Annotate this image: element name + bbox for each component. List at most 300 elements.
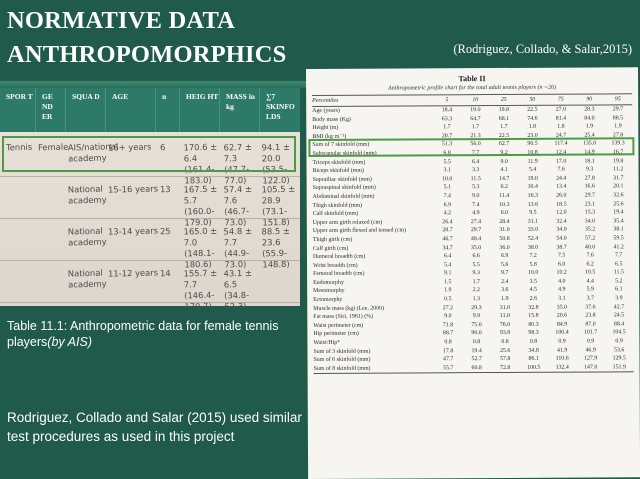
table-cell: 32.8 — [528, 304, 539, 311]
table-cell: 37.6 — [585, 304, 596, 311]
citation: (Rodriguez, Collado, & Salar,2015) — [453, 42, 632, 56]
table-cell: 6.9 — [443, 201, 452, 208]
table-cell: 64.7 — [470, 115, 481, 122]
table-cell: 35.4 — [613, 218, 624, 225]
cell-mass: 57.4 ± 7.6 (46.7-73.0) — [223, 183, 253, 228]
table-cell: 2.2 — [472, 287, 481, 294]
cell-skinfolds — [262, 268, 300, 269]
cell-squad: National academy — [67, 267, 107, 290]
row-label: Supraspinal skinfold (mm) — [312, 184, 376, 192]
table-cell: 52.7 — [471, 356, 482, 363]
table-cell: 24.7 — [555, 132, 567, 139]
table-cell: 27.2 — [442, 304, 454, 311]
table-cell: 7.6 — [557, 166, 565, 173]
header-skinfolds: ∑7 SKINFO LDS — [266, 92, 295, 121]
row-label: Upper arm girth flexed and tensed (cm) — [312, 227, 407, 235]
table-cell: 81.4 — [555, 115, 567, 122]
percentile-90: 90 — [575, 94, 604, 105]
cell-age: 11-12 years — [107, 267, 159, 279]
table-cell: 14.7 — [499, 175, 510, 182]
cell-age: 13-14 years — [107, 225, 159, 237]
table-cell: 5.2 — [615, 278, 623, 285]
table-cell: 1.9 — [501, 296, 509, 303]
row-label: Ectomorphy — [313, 296, 343, 304]
table-cell: 13.4 — [556, 183, 567, 191]
cell-sport — [6, 226, 38, 227]
table-cell: 0.8 — [444, 339, 452, 346]
table-cell: 21.3 — [470, 132, 481, 139]
cell-age: 15-16 years — [107, 183, 159, 195]
table-cell: 6.2 — [586, 261, 594, 268]
slide-title — [7, 4, 307, 72]
table-cell: 0.8 — [501, 338, 509, 346]
table-cell: 35.2 — [584, 226, 596, 233]
table-photo — [0, 88, 300, 312]
table-cell: 88.5 — [612, 114, 624, 121]
cell-sport: Tennis — [5, 141, 33, 153]
row-label: Muscle mass (kg) (Lee, 2000) — [313, 305, 385, 312]
row-label: Sum of 6 skinfold (mm) — [313, 356, 371, 364]
cell-mass: 62.7 ± 7.3 (47.7-77.0) — [223, 141, 253, 186]
row-label: Sum of 8 skinfold (mm) — [314, 364, 434, 374]
table-cell: 9.2 — [500, 149, 508, 156]
table-cell: 4.0 — [558, 278, 566, 285]
table-cell: 0.9 — [615, 338, 623, 345]
cell-gender — [38, 268, 68, 269]
table-cell: 29.7 — [612, 106, 624, 113]
table-cell: 10.0 — [528, 270, 539, 277]
table-cell: 27.0 — [555, 106, 567, 113]
table-cell: 7.2 — [529, 252, 537, 259]
table-cell: 88.4 — [613, 321, 625, 328]
table-cell: 1.9 — [585, 123, 594, 130]
table-cell: 71.8 — [442, 322, 454, 329]
table-cell: 90.5 — [527, 141, 538, 148]
row-label: Wrist breadth (cm) — [313, 262, 358, 269]
row-label: Femoral breadth (cm) — [313, 270, 365, 278]
caption-source: (by AIS) — [47, 335, 92, 349]
table-cell: 6.5 — [615, 261, 623, 268]
table-cell: 5.3 — [472, 184, 480, 191]
table-cell: 9.1 — [444, 270, 452, 277]
table-row — [0, 264, 300, 312]
table-cell: 15.8 — [528, 313, 539, 320]
table-cell: 4.4 — [586, 278, 594, 285]
table-cell: 9.0 — [472, 193, 480, 200]
percentile-50: 50 — [518, 94, 547, 105]
table-cell: 9.3 — [585, 166, 594, 173]
table-photo-header — [0, 88, 300, 132]
table-cell: 47.7 — [442, 356, 454, 363]
table-cell: 60.8 — [462, 364, 491, 373]
cell-age: 16+ years — [107, 141, 152, 153]
table-cell: 4.2 — [443, 210, 452, 217]
table-cell: 14.9 — [584, 149, 595, 156]
cell-mass: 43.1 ± 6.5 (34.8-52.3) — [223, 267, 253, 312]
table-cell: 10.4 — [527, 184, 538, 191]
row-label: Endomorphy — [313, 279, 344, 286]
table-cell: 1.7 — [472, 278, 480, 286]
table-cell: 26.0 — [556, 192, 567, 199]
highlight-box — [308, 137, 634, 157]
row-label: Mesomorphy — [313, 288, 345, 295]
table-cell: 5.5 — [472, 261, 480, 268]
row-label: BMI (kg·m⁻²) — [312, 133, 347, 140]
title-line-1: NORMATIVE DATA — [7, 7, 236, 34]
table-cell: 51.3 — [441, 141, 453, 148]
table-cell: 7.6 — [586, 252, 594, 259]
percentile-table — [312, 93, 633, 374]
table-cell: 62.7 — [498, 141, 510, 148]
row-label: Thigh skinfold (mm) — [312, 202, 363, 209]
table-cell: 25.4 — [584, 132, 595, 139]
table-cell: 27.4 — [470, 218, 482, 225]
table-cell: 6.9 — [500, 253, 509, 260]
table-cell: 13.6 — [527, 201, 539, 208]
cell-n: 14 — [159, 268, 171, 279]
table-cell: 18.5 — [556, 201, 567, 208]
table-cell: 80.3 — [528, 321, 539, 328]
comparison-note: Rodriguez, Collado and Salar (2015) used similar test procedures as used in this project — [7, 410, 302, 444]
table-cell: 1.3 — [472, 296, 481, 303]
table-cell: 0.8 — [529, 338, 538, 345]
table-cell: 24.5 — [613, 312, 625, 319]
table-cell: 19.4 — [613, 209, 624, 216]
table-cell: 5.5 — [443, 158, 451, 165]
table-cell: 11.2 — [613, 166, 624, 173]
table-cell: 3.1 — [443, 167, 451, 174]
table-cell: 6.6 — [472, 253, 480, 260]
table-cell: 4.9 — [472, 210, 480, 217]
percentile-25: 25 — [490, 94, 519, 105]
table-cell: 11.5 — [613, 269, 624, 276]
table-cell: 10.5 — [585, 269, 596, 276]
table-cell: 7.4 — [443, 193, 452, 200]
table-cell: 7.7 — [471, 150, 480, 157]
table-cell: 2.6 — [529, 295, 538, 302]
row-label: Sum of 7 skinfold (mm) — [312, 142, 370, 149]
table-cell: 11.4 — [499, 192, 510, 199]
table-cell: 9.0 — [444, 313, 452, 320]
table-cell: 41.2 — [613, 243, 624, 250]
table-cell: 23.1 — [584, 201, 596, 208]
table-cell: 4.5 — [529, 287, 538, 294]
table-cell: 7.7 — [614, 252, 623, 259]
table-cell: 19.0 — [527, 175, 538, 182]
table-cell: 100.5 — [519, 364, 548, 373]
table-cell: 19.0 — [470, 107, 481, 114]
percentile-75: 75 — [547, 94, 576, 105]
table-cell: 56.0 — [470, 141, 481, 148]
table-cell: 1.9 — [444, 287, 452, 294]
table-cell: 28.4 — [499, 218, 510, 225]
table-cell: 0.5 — [444, 296, 452, 303]
row-label: Fat mass (Siri, 1961) (%) — [313, 313, 374, 321]
table-cell: 6.2 — [500, 184, 508, 191]
table-cell: 29.7 — [584, 192, 595, 199]
table-cell: 28.3 — [584, 106, 595, 113]
table-cell: 31.1 — [527, 218, 539, 225]
table-cell: 72.8 — [491, 364, 520, 373]
table-cell: 10.3 — [499, 201, 510, 208]
row-label: Upper arm girth relaxed (cm) — [312, 219, 383, 226]
percentile-5: 5 — [433, 95, 462, 106]
cell-mass: 54.8 ± 7.7 (44.9-73.0) — [223, 225, 253, 270]
table-cell: 12.0 — [556, 209, 567, 216]
table-cell: 17.8 — [442, 347, 454, 354]
table-cell: 6.4 — [443, 253, 452, 260]
cell-skinfolds: 94.1 ± 20.0 (53.5-122.0) — [261, 141, 291, 186]
cell-height: 167.5 ± 5.7 (160.0-179.0) — [183, 183, 218, 228]
table-cell: 12.4 — [555, 149, 567, 156]
table-cell: 151.9 — [605, 363, 634, 372]
title-line-2: ANTHROPOMORPHICS — [7, 41, 287, 68]
header-height: HEIG HT — [180, 88, 220, 132]
table-cell: 27.8 — [584, 175, 595, 182]
table-cell: 11.9 — [527, 158, 538, 165]
table-cell: 34.7 — [442, 244, 453, 251]
cell-n: 6 — [159, 142, 166, 153]
percentile-table-photo — [306, 67, 640, 479]
table-cell: 1.8 — [528, 123, 537, 131]
table-cell: 6.1 — [615, 286, 623, 293]
table-cell: 35.0 — [556, 304, 568, 311]
table-cell: 5.1 — [443, 184, 451, 191]
cell-sport — [6, 268, 38, 269]
table-cell: 11.0 — [499, 313, 511, 320]
table-cell: 24.4 — [556, 175, 567, 182]
table-cell: 22.5 — [527, 106, 538, 113]
row-label: Sum of 3 skinfold (mm) — [313, 348, 371, 355]
table-cell: 1.7 — [471, 124, 480, 131]
table-cell: 34.0 — [584, 218, 596, 225]
table-cell: 20.6 — [556, 312, 568, 319]
table-cell: 84.0 — [584, 115, 595, 122]
table-cell: 9.7 — [501, 270, 509, 277]
table-cell: 57.2 — [584, 235, 596, 242]
cell-height: 170.6 ± 6.4 (161.4-183.0) — [183, 141, 218, 186]
table-cell: 0.9 — [586, 338, 595, 345]
table-cell: 35.0 — [470, 244, 482, 251]
table-row — [0, 180, 300, 228]
cell-squad: AIS/national academy — [67, 141, 119, 164]
table-cell: 75.0 — [471, 321, 482, 328]
table-cell: 29.3 — [471, 304, 482, 311]
table-cell: 10.8 — [527, 149, 538, 156]
table-cell: 38.7 — [556, 244, 567, 251]
table-cell: 6.4 — [471, 158, 480, 165]
table-cell: 135.0 — [582, 140, 597, 147]
table-cell: 31.0 — [499, 227, 510, 234]
row-label: Humeral breadth (cm) — [312, 253, 366, 261]
table-subtitle: Anthropometric profile chart for the total adult tennis players (n =26) — [388, 84, 557, 92]
percentile-10: 10 — [461, 95, 490, 106]
table-cell: 68.1 — [498, 115, 510, 122]
row-label: Calf girth (cm) — [312, 245, 349, 252]
table-cell: 3.7 — [586, 295, 595, 302]
table-cell: 147.0 — [576, 363, 605, 372]
table-cell: 31.7 — [613, 175, 624, 182]
table-cell: 46.7 — [442, 236, 453, 243]
table-cell: 3.3 — [471, 167, 480, 174]
table-cell: 7.4 — [472, 201, 480, 208]
cell-height: 155.7 ± 7.7 (146.4-170.7) — [183, 267, 218, 312]
cell-height: 165.0 ± 7.0 (148.1-180.6) — [183, 225, 218, 270]
row-label: Waist perimeter (cm) — [313, 322, 364, 329]
table-cell: 10.0 — [442, 175, 453, 183]
table-cell: 0.9 — [558, 338, 566, 345]
table-cell: 16.7 — [612, 149, 624, 156]
table-cell: 129.5 — [612, 355, 626, 362]
table-cell: 53.6 — [613, 346, 625, 354]
percentile-95: 95 — [604, 94, 633, 105]
cell-n: 25 — [159, 226, 171, 237]
table-cell: 76.0 — [499, 321, 511, 328]
table-cell: 36.0 — [499, 244, 510, 251]
row-label: Suprailiac skinfold (mm) — [312, 176, 372, 183]
header-squad: SQUA D — [66, 88, 106, 132]
table-cell: 25.6 — [499, 347, 511, 354]
table-cell: 5.8 — [529, 261, 537, 268]
table-cell: 46.9 — [585, 347, 596, 354]
table-cell: 42.7 — [613, 303, 625, 311]
row-label: Hip perimeter (cm) — [313, 331, 359, 338]
row-label: Calf skinfold (mm) — [312, 210, 359, 218]
table-cell: 9.5 — [529, 209, 537, 216]
table-cell: 40.0 — [584, 243, 596, 251]
table-row — [314, 363, 634, 374]
table-cell: 100.4 — [555, 330, 569, 337]
table-cell: 1.9 — [614, 123, 622, 130]
table-label: Table II — [458, 74, 486, 84]
table-cell: 63.3 — [441, 115, 453, 122]
table-cell: 19.4 — [471, 347, 482, 354]
table-cell: 57.8 — [499, 356, 511, 363]
table-cell: 84.9 — [556, 321, 568, 328]
table-cell: 1.7 — [500, 124, 508, 131]
row-label: Body mass (Kg) — [312, 116, 351, 123]
table-cell: 3.6 — [501, 287, 509, 294]
table-cell: 17.0 — [555, 158, 567, 165]
table-cell: 16.6 — [584, 183, 595, 190]
table-cell: 59.5 — [613, 235, 624, 242]
header-sport: SPOR T — [0, 88, 36, 132]
table-cell: 23.8 — [585, 312, 596, 319]
table-cell: 22.5 — [498, 132, 510, 139]
table-cell: 15.3 — [584, 209, 596, 216]
row-label: Height (m) — [312, 125, 339, 132]
row-label: Biceps skinfold (mm) — [312, 167, 364, 175]
table-cell: 90.0 — [471, 330, 482, 337]
cell-squad: National academy — [67, 183, 107, 206]
table-cell: 86.1 — [528, 356, 539, 363]
table-cell: 5.4 — [443, 261, 452, 268]
cell-gender — [38, 184, 68, 185]
header-gender: GE ND ER — [36, 88, 66, 132]
table-cell: 5.6 — [500, 261, 509, 268]
table-cell: 33.0 — [527, 227, 539, 234]
cell-squad: National academy — [67, 225, 107, 248]
table-cell: 34.8 — [528, 347, 539, 354]
table-cell: 29.7 — [470, 227, 482, 234]
table-cell: 18.4 — [441, 107, 453, 114]
table-cell: 4.9 — [558, 287, 566, 294]
table-cell: 110.6 — [555, 355, 569, 362]
table-cell: 28.7 — [442, 227, 453, 234]
table-cell: 9.3 — [472, 270, 480, 277]
table-cell: 26.4 — [442, 218, 453, 226]
table-cell: 32.6 — [613, 192, 624, 199]
table-cell: 98.3 — [528, 330, 539, 337]
table-cell: 6.0 — [500, 210, 509, 217]
table-cell: 7.5 — [557, 252, 566, 259]
table-cell: 139.3 — [611, 140, 625, 147]
table-cell: 9.9 — [472, 313, 481, 320]
table-cell: 3.9 — [615, 295, 623, 302]
table-cell: 25.6 — [613, 200, 624, 207]
header-age: AGE — [106, 88, 156, 132]
table-cell: 104.5 — [612, 329, 626, 336]
table-cell: 132.4 — [548, 363, 577, 372]
table-cell: 19.8 — [498, 106, 510, 113]
table-cell: 16.3 — [527, 192, 538, 199]
table-cell: 50.8 — [499, 235, 510, 242]
table-cell: 5.4 — [528, 166, 537, 173]
table-cell: 127.9 — [584, 355, 598, 362]
table-cell: 23.0 — [527, 132, 538, 139]
table-cell: 3.1 — [558, 295, 566, 302]
table-cell: 10.2 — [556, 269, 567, 276]
row-label: Waist/Hip* — [313, 339, 341, 346]
row-label: Abdominal skinfold (mm) — [312, 193, 375, 200]
table-cell: 2.4 — [501, 278, 509, 285]
table-cell: 6.0 — [557, 261, 566, 268]
table-caption — [7, 318, 292, 350]
table-cell: 0.8 — [472, 339, 481, 346]
header-n: n — [156, 88, 180, 132]
table-cell: 11.5 — [470, 175, 481, 182]
table-cell: 1.5 — [444, 279, 452, 286]
table-cell: 38.1 — [613, 226, 624, 233]
cell-sport — [6, 184, 38, 185]
cell-n: 13 — [159, 184, 171, 195]
cell-skinfolds: 105.5 ± 28.9 (73.1-151.8) — [261, 183, 296, 228]
table-cell: 5.9 — [586, 286, 595, 294]
table-cell: 52.4 — [527, 235, 539, 242]
row-label: Triceps skinfold (mm) — [312, 159, 366, 166]
table-cell: 9.0 — [500, 158, 508, 165]
table-cell: 31.0 — [499, 304, 511, 311]
table-cell: 1.8 — [557, 123, 565, 130]
percentile-header-label: Percentiles — [312, 95, 432, 107]
table-cell: 54.0 — [556, 235, 567, 242]
table-cell: 74.6 — [527, 115, 538, 122]
table-cell: 20.7 — [441, 133, 453, 140]
table-cell: 20.1 — [613, 183, 624, 190]
table-cell: 34.0 — [556, 226, 567, 234]
table-cell: 88.7 — [442, 330, 454, 337]
table-cell: 101.7 — [583, 329, 598, 336]
table-cell: 41.9 — [556, 347, 568, 354]
table-cell: 3.5 — [529, 278, 537, 285]
table-cell: 38.0 — [527, 244, 539, 251]
table-cell: 19.8 — [613, 157, 624, 164]
table-cell: 1.7 — [443, 124, 451, 131]
table-cell: 4.1 — [500, 167, 508, 174]
cell-skinfolds: 88.5 ± 23.6 (55.9-148.8) — [261, 225, 291, 270]
cell-gender — [38, 226, 68, 227]
row-label: Thigh girth (cm) — [312, 236, 353, 243]
